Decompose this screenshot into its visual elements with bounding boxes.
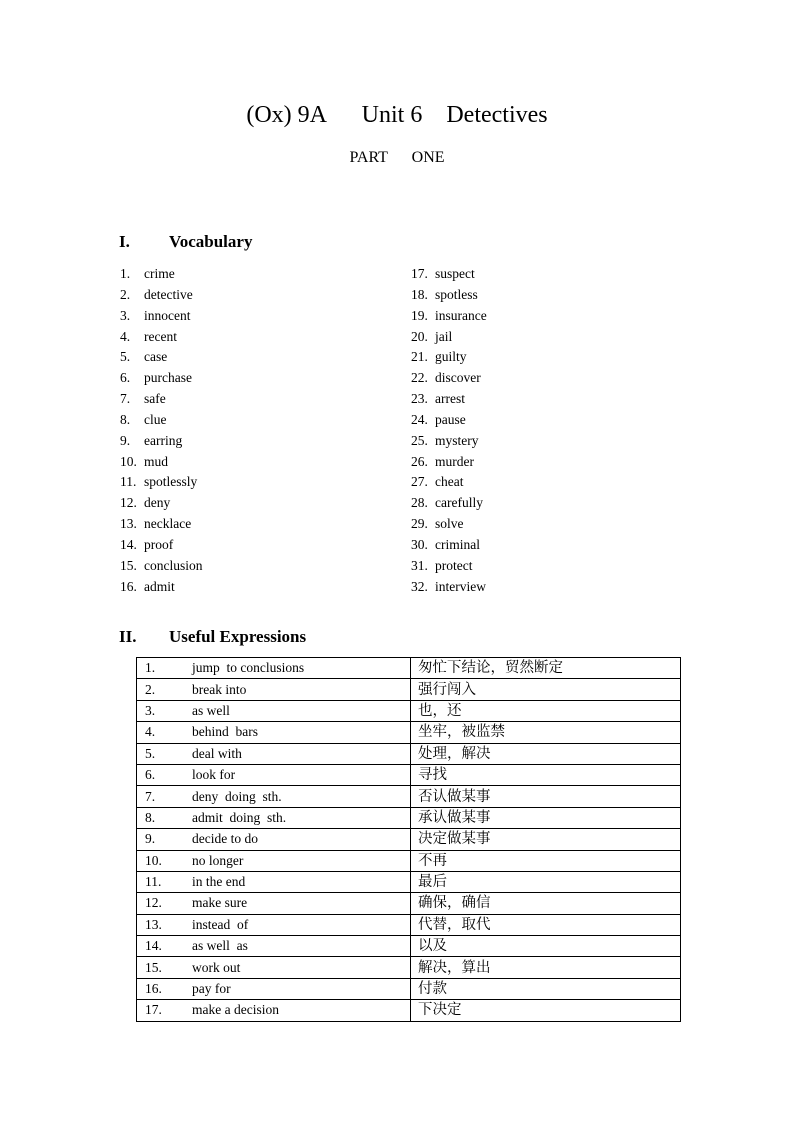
- table-row: [137, 871, 681, 892]
- table-row: [137, 914, 681, 935]
- expression-text: make sure: [192, 895, 248, 911]
- row-number: 6.: [145, 767, 156, 783]
- expression-cell: [137, 700, 411, 721]
- vocabulary-item: [120, 493, 203, 514]
- vocabulary-item: [120, 452, 203, 473]
- row-number: 4.: [145, 724, 156, 740]
- row-number: 5.: [145, 745, 156, 761]
- vocabulary-item: [120, 327, 203, 348]
- vocabulary-word: carefully: [435, 495, 483, 511]
- vocabulary-item: [120, 347, 203, 368]
- vocabulary-word: suspect: [435, 266, 475, 281]
- vocabulary-word: arrest: [435, 391, 465, 407]
- item-number: 3.: [120, 307, 131, 323]
- translation-cell: 否认做某事: [411, 786, 681, 807]
- vocabulary-word: purchase: [144, 370, 192, 386]
- vocabulary-item: [120, 472, 203, 493]
- expression-cell: [137, 1000, 411, 1021]
- translation-cell: 寻找: [411, 764, 681, 785]
- expression-text: as well as: [192, 938, 248, 954]
- vocabulary-item: [411, 472, 487, 493]
- item-number: 19.: [411, 307, 428, 323]
- vocabulary-word: mud: [144, 453, 169, 469]
- vocabulary-heading: [119, 232, 252, 252]
- item-number: 26.: [411, 453, 428, 469]
- translation-cell: 处理，解决: [411, 743, 681, 764]
- vocabulary-item: [411, 514, 487, 535]
- expressions-table: [136, 657, 681, 1022]
- item-number: 30.: [411, 536, 428, 552]
- expression-cell: [137, 679, 411, 700]
- expression-cell: [137, 743, 411, 764]
- item-number: 1.: [120, 266, 131, 281]
- translation-cell: 不再: [411, 850, 681, 871]
- table-row: [137, 957, 681, 978]
- vocabulary-word: conclusion: [144, 557, 203, 573]
- vocabulary-item: [120, 577, 203, 598]
- vocabulary-word: clue: [144, 411, 167, 427]
- translation-cell: 也，还: [411, 700, 681, 721]
- expression-text: behind bars: [192, 724, 258, 740]
- translation-cell: 代替，取代: [411, 914, 681, 935]
- vocabulary-word: criminal: [435, 536, 480, 552]
- item-number: 24.: [411, 411, 428, 427]
- vocabulary-item: [120, 556, 203, 577]
- item-number: 14.: [120, 536, 137, 552]
- table-row: [137, 658, 681, 679]
- expression-text: decide to do: [192, 831, 258, 847]
- vocabulary-word: crime: [144, 266, 175, 281]
- translation-cell: 最后: [411, 871, 681, 892]
- expression-cell: [137, 850, 411, 871]
- translation-cell: 匆忙下结论，贸然断定: [411, 658, 681, 679]
- expression-text: deny doing sth.: [192, 788, 282, 804]
- row-number: 10.: [145, 852, 162, 868]
- vocabulary-item: [411, 306, 487, 327]
- vocabulary-item: [411, 452, 487, 473]
- item-number: 8.: [120, 411, 131, 427]
- row-number: 1.: [145, 660, 156, 676]
- expression-cell: [137, 722, 411, 743]
- vocabulary-item: [120, 431, 203, 452]
- vocabulary-word: guilty: [435, 349, 467, 365]
- vocabulary-word: case: [144, 349, 168, 365]
- vocabulary-word: spotlessly: [144, 474, 198, 490]
- table-row: [137, 936, 681, 957]
- vocabulary-word: spotless: [435, 286, 478, 302]
- expression-text: instead of: [192, 916, 249, 932]
- vocabulary-word: earring: [144, 432, 183, 448]
- expression-cell: [137, 893, 411, 914]
- translation-cell: 付款: [411, 978, 681, 999]
- expression-text: pay for: [192, 981, 231, 997]
- table-row: [137, 807, 681, 828]
- translation-cell: 强行闯入: [411, 679, 681, 700]
- vocabulary-item: [411, 431, 487, 452]
- page-title: (Ox) 9A Unit 6 Detectives: [246, 102, 548, 128]
- row-number: 7.: [145, 788, 156, 804]
- vocabulary-item: [411, 285, 487, 306]
- section-number: II.: [119, 627, 137, 646]
- table-row: [137, 893, 681, 914]
- expression-text: in the end: [192, 874, 246, 890]
- vocabulary-item: [120, 535, 203, 556]
- row-number: 16.: [145, 981, 162, 997]
- expression-cell: [137, 658, 411, 679]
- vocabulary-word: protect: [435, 557, 473, 573]
- item-number: 32.: [411, 578, 428, 594]
- item-number: 15.: [120, 557, 137, 573]
- item-number: 2.: [120, 286, 131, 302]
- vocabulary-item: [120, 389, 203, 410]
- vocabulary-item: [411, 347, 487, 368]
- item-number: 16.: [120, 578, 137, 594]
- expression-cell: [137, 978, 411, 999]
- vocabulary-word: proof: [144, 536, 174, 552]
- row-number: 13.: [145, 916, 162, 932]
- item-number: 4.: [120, 328, 131, 344]
- expression-text: jump to conclusions: [192, 660, 305, 676]
- vocabulary-word: pause: [435, 411, 466, 427]
- translation-cell: 决定做某事: [411, 829, 681, 850]
- expression-cell: [137, 786, 411, 807]
- vocabulary-item: [120, 285, 203, 306]
- row-number: 12.: [145, 895, 162, 911]
- vocabulary-list-left: [120, 264, 203, 598]
- vocabulary-word: insurance: [435, 307, 487, 323]
- vocabulary-item: [120, 514, 203, 535]
- row-number: 8.: [145, 809, 156, 825]
- translation-cell: 解决，算出: [411, 957, 681, 978]
- vocabulary-item: [411, 389, 487, 410]
- expressions-heading: [119, 627, 306, 647]
- translation-cell: 下决定: [411, 1000, 681, 1021]
- vocabulary-word: cheat: [435, 474, 464, 490]
- row-number: 15.: [145, 959, 162, 975]
- expression-text: no longer: [192, 852, 244, 868]
- expression-text: look for: [192, 767, 236, 783]
- row-number: 2.: [145, 681, 156, 697]
- item-number: 12.: [120, 495, 137, 511]
- vocabulary-word: solve: [435, 516, 464, 532]
- item-number: 9.: [120, 432, 131, 448]
- table-row: [137, 978, 681, 999]
- item-number: 6.: [120, 370, 131, 386]
- item-number: 27.: [411, 474, 428, 490]
- item-number: 7.: [120, 391, 131, 407]
- expression-cell: [137, 936, 411, 957]
- section-title: Vocabulary: [169, 232, 253, 251]
- table-row: [137, 850, 681, 871]
- vocabulary-item: [411, 577, 487, 598]
- item-number: 5.: [120, 349, 131, 365]
- item-number: 28.: [411, 495, 428, 511]
- translation-cell: 以及: [411, 936, 681, 957]
- expression-text: work out: [192, 959, 241, 975]
- vocabulary-item: [411, 327, 487, 348]
- table-row: [137, 786, 681, 807]
- item-number: 17.: [411, 266, 428, 281]
- expression-text: admit doing sth.: [192, 809, 287, 825]
- item-number: 18.: [411, 286, 428, 302]
- table-row: [137, 764, 681, 785]
- vocabulary-word: mystery: [435, 432, 479, 448]
- vocabulary-word: detective: [144, 286, 193, 302]
- vocabulary-word: admit: [144, 578, 175, 594]
- translation-cell: 坐牢，被监禁: [411, 722, 681, 743]
- item-number: 22.: [411, 370, 428, 386]
- vocabulary-word: deny: [144, 495, 171, 511]
- vocabulary-word: discover: [435, 370, 481, 386]
- section-number: I.: [119, 232, 130, 251]
- vocabulary-word: safe: [144, 391, 166, 407]
- table-row: [137, 679, 681, 700]
- item-number: 21.: [411, 349, 428, 365]
- vocabulary-item: [120, 368, 203, 389]
- section-title: Useful Expressions: [169, 627, 307, 646]
- vocabulary-word: recent: [144, 328, 177, 344]
- translation-cell: 承认做某事: [411, 807, 681, 828]
- vocabulary-item: [120, 410, 203, 431]
- expression-cell: [137, 764, 411, 785]
- vocabulary-item: [411, 556, 487, 577]
- vocabulary-list-right: [411, 264, 487, 598]
- expression-text: as well: [192, 702, 230, 718]
- item-number: 25.: [411, 432, 428, 448]
- table-row: [137, 700, 681, 721]
- vocabulary-word: interview: [435, 578, 486, 594]
- table-row: [137, 829, 681, 850]
- expression-cell: [137, 807, 411, 828]
- item-number: 10.: [120, 453, 137, 469]
- row-number: 9.: [145, 831, 156, 847]
- item-number: 13.: [120, 516, 137, 532]
- item-number: 23.: [411, 391, 428, 407]
- expression-cell: [137, 829, 411, 850]
- vocabulary-word: innocent: [144, 307, 191, 323]
- row-number: 14.: [145, 938, 162, 954]
- expression-text: deal with: [192, 745, 242, 761]
- item-number: 31.: [411, 557, 428, 573]
- page-subtitle: PART ONE: [349, 149, 445, 166]
- expression-text: break into: [192, 681, 247, 697]
- translation-cell: 确保，确信: [411, 893, 681, 914]
- expression-cell: [137, 871, 411, 892]
- item-number: 11.: [120, 474, 137, 490]
- vocabulary-item: [411, 535, 487, 556]
- vocabulary-item: [120, 306, 203, 327]
- row-number: 3.: [145, 702, 156, 718]
- expression-text: make a decision: [192, 1002, 279, 1018]
- row-number: 11.: [145, 874, 162, 890]
- vocabulary-item: [411, 264, 487, 285]
- vocabulary-item: [411, 493, 487, 514]
- vocabulary-word: murder: [435, 453, 474, 469]
- item-number: 29.: [411, 516, 428, 532]
- vocabulary-word: jail: [435, 328, 453, 344]
- table-row: [137, 722, 681, 743]
- vocabulary-item: [120, 264, 203, 285]
- vocabulary-item: [411, 410, 487, 431]
- row-number: 17.: [145, 1002, 162, 1018]
- vocabulary-item: [411, 368, 487, 389]
- table-row: [137, 1000, 681, 1021]
- vocabulary-word: necklace: [144, 516, 192, 532]
- expression-cell: [137, 957, 411, 978]
- item-number: 20.: [411, 328, 428, 344]
- expression-cell: [137, 914, 411, 935]
- table-row: [137, 743, 681, 764]
